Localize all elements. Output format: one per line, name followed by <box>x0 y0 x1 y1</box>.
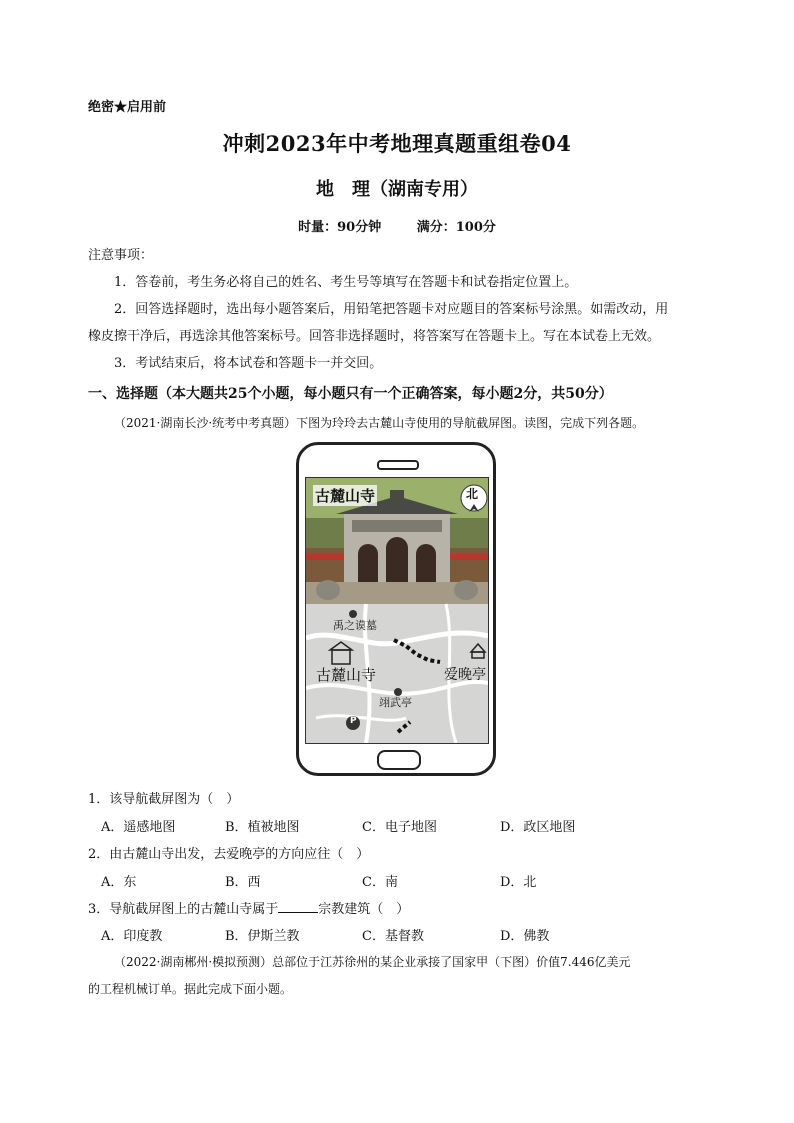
question-1-option-c: C．电子地图 <box>362 820 437 835</box>
question-3-stem-prefix: 3．导航截屏图上的古麓山寺属于 <box>88 902 279 917</box>
parking-icon: P <box>350 716 357 726</box>
notes-heading: 注意事项： <box>88 248 154 263</box>
question-2-stem: 2．由古麓山寺出发，去爱晚亭的方向应往（ ） <box>88 847 370 862</box>
question-1-option-a: A．遥感地图 <box>101 820 176 835</box>
question-2-option-d: D．北 <box>500 875 537 890</box>
time-score-info: 时量：90分钟 满分：100分 <box>298 220 496 235</box>
note-item: 3．考试结束后，将本试卷和答题卡一并交回。 <box>114 356 383 371</box>
question-1-option-d: D．政区地图 <box>500 820 576 835</box>
question-source: 的工程机械订单。据此完成下面小题。 <box>88 982 293 996</box>
phone-speaker <box>377 460 419 470</box>
map-label-pavilion: 爱晚亭 <box>444 667 486 683</box>
question-3-option-c: C．基督教 <box>362 929 424 944</box>
question-2-option-a: A．东 <box>101 875 137 890</box>
answer-blank <box>278 900 318 913</box>
question-source: （2022·湖南郴州·模拟预测）总部位于江苏徐州的某企业承接了国家甲（下图）价值7.446亿美元 <box>114 955 631 969</box>
question-3-option-d: D．佛教 <box>500 929 550 944</box>
question-3-option-a: A．印度教 <box>101 929 163 944</box>
exam-subtitle: 地 理（湖南专用） <box>316 179 478 200</box>
question-3-stem <box>88 898 409 917</box>
section-heading: 一、选择题（本大题共25个小题，每小题只有一个正确答案，每小题2分，共50分） <box>88 386 613 402</box>
question-3-option-b: B．伊斯兰教 <box>225 929 300 944</box>
phone-home-button <box>377 750 421 770</box>
question-3-stem-suffix: 宗教建筑（ ） <box>318 902 410 917</box>
map-label-yiwu: 翊武亭 <box>379 696 412 709</box>
confidential-mark: 绝密★启用前 <box>88 100 167 115</box>
map-label-temple: 古麓山寺 <box>316 666 377 684</box>
question-source: （2021·湖南长沙·统考中考真题）下图为玲玲去古麓山寺使用的导航截屏图。读图，完成下列各题。 <box>114 416 645 430</box>
north-arrow-label: 北 <box>466 487 479 501</box>
question-2-option-c: C．南 <box>362 875 398 890</box>
question-1-stem: 1．该导航截屏图为（ ） <box>88 792 240 807</box>
phone-navigation-figure <box>296 442 496 776</box>
question-1-option-b: B．植被地图 <box>225 820 300 835</box>
note-item: 橡皮擦干净后，再选涂其他答案标号。回答非选择题时，将答案写在答题卡上。写在本试卷上无效。 <box>88 329 661 344</box>
exam-title: 冲刺2023年中考地理真题重组卷04 <box>222 131 572 156</box>
map-label-tomb: 禹之谟墓 <box>333 619 377 632</box>
photo-label: 古麓山寺 <box>315 487 376 505</box>
question-2-option-b: B．西 <box>225 875 261 890</box>
note-item: 1．答卷前，考生务必将自己的姓名、考生号等填写在答题卡和试卷指定位置上。 <box>114 275 578 290</box>
note-item: 2．回答选择题时，选出每小题答案后，用铅笔把答题卡对应题目的答案标号涂黑。如需改动，用 <box>114 302 669 317</box>
